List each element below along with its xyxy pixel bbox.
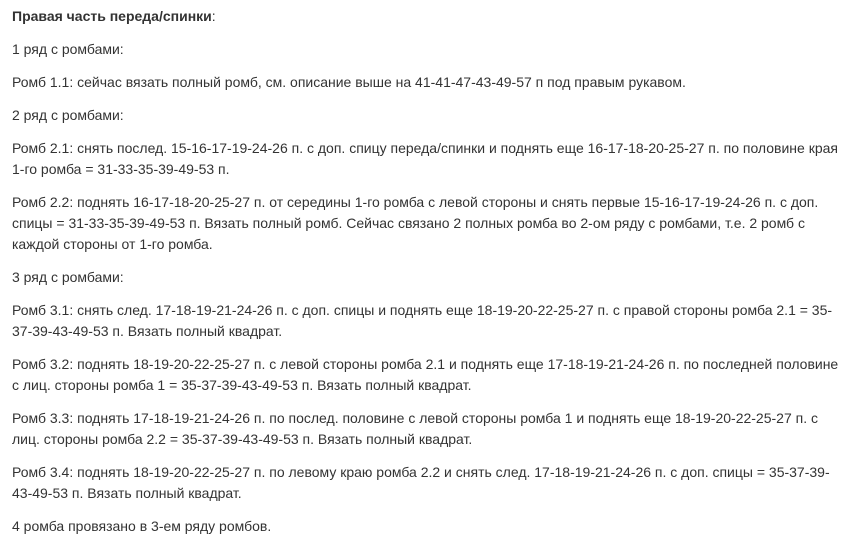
row-1-title: 1 ряд с ромбами:	[12, 41, 124, 57]
rhombus-3-2-instruction: Ромб 3.2: поднять 18-19-20-22-25-27 п. с левой стороны ромба 2.1 и поднять еще 17-18-19-21-24-26 п. по последней половине с лиц. стороны ромба 1 = 35-37-39-43-49-53 п. Вязать полный квадрат.	[12, 356, 839, 393]
rhombus-3-3-instruction: Ромб 3.3: поднять 17-18-19-21-24-26 п. по послед. половине с левой стороны ромба 1 и поднять еще 18-19-20-22-25-27 п. с лиц. стороны ромба 2.2 = 35-37-39-43-49-53 п. Вязать полный квадрат.	[12, 410, 818, 447]
row-3-title: 3 ряд с ромбами:	[12, 269, 124, 285]
row-3-summary: 4 ромба провязано в 3-ем ряду ромбов.	[12, 518, 272, 534]
rhombus-1-1-instruction: Ромб 1.1: сейчас вязать полный ромб, см. описание выше на 41-41-47-43-49-57 п под правым рукавом.	[12, 74, 686, 90]
rhombus-2-1-instruction: Ромб 2.1: снять послед. 15-16-17-19-24-26 п. с доп. спицу переда/спинки и поднять еще 16-17-18-20-25-27 п. по половине края 1-го ромба = 31-33-35-39-49-53 п.	[12, 140, 838, 177]
row-2-title: 2 ряд с ромбами:	[12, 107, 124, 123]
section-heading-colon: :	[211, 8, 216, 24]
rhombus-3-4-instruction: Ромб 3.4: поднять 18-19-20-22-25-27 п. по левому краю ромба 2.2 и снять след. 17-18-19-21-24-26 п. с доп. спицы = 35-37-39-43-49-53 п. Вязать полный квадрат.	[12, 464, 830, 501]
rhombus-2-2-instruction: Ромб 2.2: поднять 16-17-18-20-25-27 п. от середины 1-го ромба с левой стороны и снять первые 15-16-17-19-24-26 п. с доп. спицы = 31-33-35-39-49-53 п. Вязать полный ромб. Сейчас связано 2 полных ромба во 2-ом ряду с ромбами, т.е. 2 ромб с каждой стороны от 1-го ромба.	[12, 194, 819, 252]
section-heading	[12, 6, 844, 27]
section-heading-text: Правая часть переда/спинки	[12, 8, 212, 24]
rhombus-3-1-instruction: Ромб 3.1: снять след. 17-18-19-21-24-26 п. с доп. спицы и поднять еще 18-19-20-22-25-27 п. с правой стороны ромба 2.1 = 35-37-39-43-49-53 п. Вязать полный квадрат.	[12, 302, 833, 339]
